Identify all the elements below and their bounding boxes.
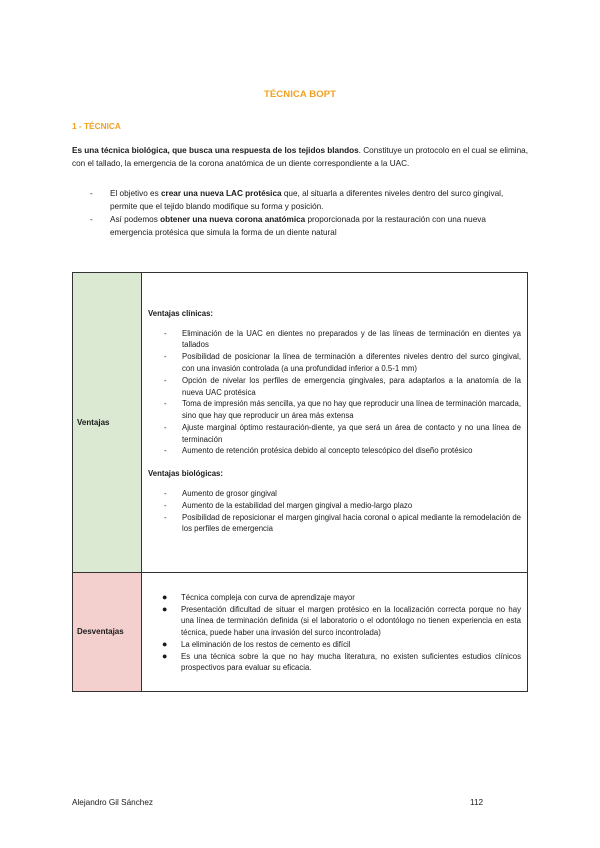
bullet-list (72, 188, 528, 240)
list-item: ● La eliminación de los restos de cemento es difícil (162, 638, 351, 649)
list-item: - Eliminación de la UAC en dientes no preparados y de las líneas de terminación en dientes ya tallados (164, 328, 521, 350)
page-title: TÉCNICA BOPT (263, 89, 337, 100)
list-item: - Opción de nivelar los perfiles de emergencia gingivales, para adaptarlos a la anatomía de la nueva UAC protésica (164, 375, 521, 397)
desventajas-list (148, 592, 521, 675)
footer-page-number: 112 (470, 798, 484, 807)
biologicas-heading: Ventajas biológicas: (148, 469, 223, 479)
list-item: - Aumento de retención protésica debido al concepto telescópico del diseño protésico (164, 446, 473, 456)
table-row-desventajas (73, 573, 528, 692)
list-item: - Ajuste marginal óptimo restauración-diente, ya que será un área de contacto y no una línea de terminación (164, 422, 521, 444)
desventajas-label: Desventajas (73, 573, 142, 692)
list-item: - Posibilidad de reposicionar el margen gingival hacia coronal o apical mediante la remodelación de los perfiles de emergencia (164, 512, 521, 534)
list-item: - Aumento de la estabilidad del margen gingival a medio-largo plazo (164, 500, 413, 510)
list-item: - Aumento de grosor gingival (164, 489, 277, 499)
intro-paragraph (72, 145, 528, 170)
comparison-table (72, 272, 528, 692)
intro-bold: Es una técnica biológica, que busca una respuesta de los tejidos blandos (72, 146, 359, 155)
section-heading: 1 - TÉCNICA (72, 121, 121, 131)
table-row-ventajas (73, 273, 528, 573)
list-item: - El objetivo es crear una nueva LAC protésica que, al situarla a diferentes niveles dentro del surco gingival, permite que el tejido blando modifique su forma y posición. (90, 189, 504, 211)
desventajas-content (142, 573, 528, 692)
footer-author: Alejandro Gil Sánchez (72, 798, 154, 807)
intro-rest: . Constituye un protocolo en el cual se elimina, con el tallado, la emergencia de la corona anatómica de un diente correspondiente a la UAC. (72, 146, 528, 168)
ventajas-label: Ventajas (73, 273, 142, 573)
list-item: - Toma de impresión más sencilla, ya que no hay que reproducir una línea de terminación marcada, sino que hay que reproducir un área más extensa (164, 399, 521, 421)
list-item: - Posibilidad de posicionar la línea de terminación a diferentes niveles dentro del surco gingival, con una invasión controlada (a una profundidad inferior a 0.5-1 mm) (164, 352, 521, 373)
list-item: - Así podemos obtener una nueva corona anatómica proporcionada por la restauración con una nueva emergencia protésica que simula la forma de un diente natural (90, 215, 486, 237)
list-item: ● Técnica compleja con curva de aprendizaje mayor (162, 591, 355, 602)
ventajas-content (142, 273, 528, 573)
clinicas-heading: Ventajas clínicas: (148, 308, 214, 318)
biologicas-list (148, 488, 521, 535)
list-item: ● Presentación dificultad de situar el margen protésico en la localización correcta porque no hay una línea de terminación definida (si el laboratorio o el odontólogo no tienen experiencia en esta técnica, puede haber una invasión del surco incontrolada) (162, 603, 521, 638)
list-item: ● Es una técnica sobre la que no hay mucha literatura, no existen suficientes estudios clínicos prospectivos para evaluar su eficacia. (162, 650, 521, 673)
clinicas-list (148, 328, 521, 458)
